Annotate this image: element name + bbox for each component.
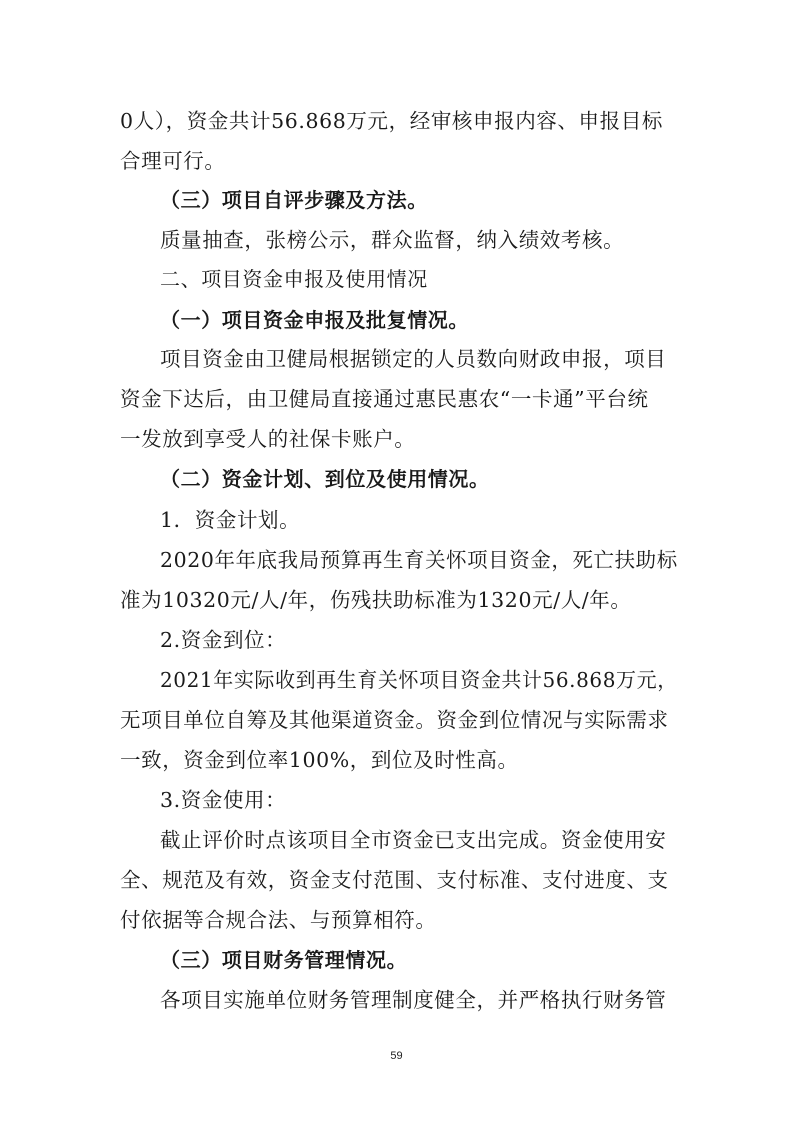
body-text-line: 0人），资金共计56.868万元，经审核申报内容、申报目标 — [120, 109, 663, 133]
page-number: 59 — [390, 1050, 403, 1062]
body-text-line: 资金下达后，由卫健局直接通过惠民惠农“一卡通”平台统 — [120, 387, 649, 411]
body-text-line: 3.资金使用： — [160, 788, 287, 812]
body-text-line: 1．资金计划。 — [160, 508, 301, 532]
body-text-line: 准为10320元/人/年，伤残扶助标准为1320元/人/年。 — [120, 588, 632, 612]
section-heading: （三）项目财务管理情况。 — [160, 948, 408, 972]
section-heading: （一）项目资金申报及批复情况。 — [160, 308, 469, 332]
body-text-line: 合理可行。 — [120, 149, 226, 173]
body-text-line: 2020年年底我局预算再生育关怀项目资金，死亡扶助标 — [160, 548, 678, 572]
body-text-line: 一发放到享受人的社保卡账户。 — [120, 427, 416, 451]
chapter-heading: 二、项目资金申报及使用情况 — [160, 267, 428, 291]
body-text-line: 2.资金到位： — [160, 628, 287, 652]
body-text-line: 截止评价时点该项目全市资金已支出完成。资金使用安 — [160, 828, 667, 852]
body-text-line: 质量抽查，张榜公示，群众监督，纳入绩效考核。 — [160, 228, 625, 252]
section-heading: （二）资金计划、到位及使用情况。 — [160, 467, 490, 491]
body-text-line: 项目资金由卫健局根据锁定的人员数向财政申报，项目 — [160, 347, 667, 371]
body-text-line: 一致，资金到位率100%，到位及时性高。 — [120, 748, 519, 772]
body-text-line: 各项目实施单位财务管理制度健全，并严格执行财务管 — [160, 988, 667, 1012]
body-text-line: 全、规范及有效，资金支付范围、支付标准、支付进度、支 — [120, 868, 669, 892]
body-text-line: 2021年实际收到再生育关怀项目资金共计56.868万元， — [160, 668, 678, 692]
body-text-line: 无项目单位自筹及其他渠道资金。资金到位情况与实际需求 — [120, 708, 669, 732]
body-text-line: 付依据等合规合法、与预算相符。 — [120, 908, 437, 932]
section-heading: （三）项目自评步骤及方法。 — [160, 188, 428, 212]
